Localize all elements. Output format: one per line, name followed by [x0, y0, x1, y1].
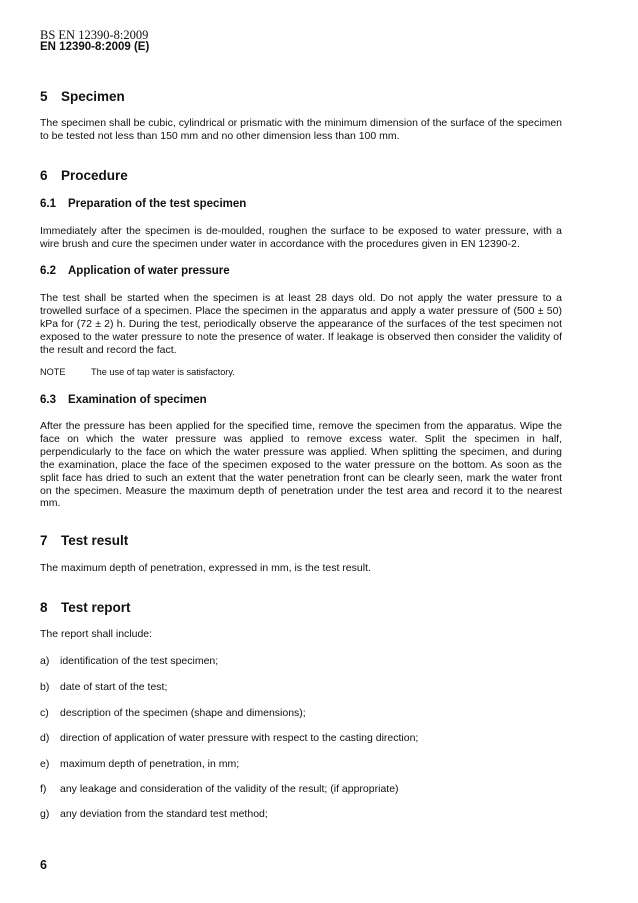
section-6-1-text: Immediately after the specimen is de-moulded, roughen the surface to be exposed to water pressure, with a wire brush and cure the specimen under water in accordance with the procedures given in EN 12390-2.	[40, 225, 562, 250]
list-item-text: direction of application of water pressure with respect to the casting direction;	[60, 732, 419, 744]
page-number: 6	[40, 858, 47, 872]
list-item-label: e)	[40, 758, 50, 770]
list-item	[40, 732, 418, 744]
section-5-text: The specimen shall be cubic, cylindrical or prismatic with the minimum dimension of the surface of the specimen to be tested not less than 150 mm and no other dimension less than 100 mm.	[40, 117, 562, 142]
section-6-1-heading	[40, 198, 246, 210]
list-item	[40, 808, 268, 820]
section-8-heading	[40, 600, 131, 615]
list-item	[40, 681, 167, 693]
list-item-label: b)	[40, 681, 50, 693]
section-6-3-heading	[40, 394, 207, 406]
note-label: NOTE	[40, 367, 66, 377]
list-item-text: any leakage and consideration of the validity of the result; (if appropriate)	[60, 783, 399, 795]
section-number: 7	[40, 533, 48, 548]
section-5-heading	[40, 89, 125, 104]
list-item	[40, 655, 218, 667]
section-title: Test result	[61, 533, 129, 548]
list-item	[40, 707, 306, 719]
section-number: 6.1	[40, 198, 56, 210]
section-title: Application of water pressure	[68, 265, 230, 277]
list-item	[40, 783, 399, 795]
section-title: Procedure	[61, 168, 128, 183]
list-item-text: identification of the test specimen;	[60, 655, 219, 667]
section-6-2-heading	[40, 265, 230, 277]
section-7-text: The maximum depth of penetration, expressed in mm, is the test result.	[40, 562, 371, 574]
section-title: Examination of specimen	[68, 394, 207, 406]
section-6-2-text: The test shall be started when the specimen is at least 28 days old. Do not apply the water pressure to a trowelled surface of a specimen. Place the specimen in the apparatus and apply a water pressure of (500 ± 50) kPa for (72 ± 2) h. During the test, periodically observe the appearance of the surfaces of the test specimen not exposed to the water pressure to note the presence of water. If leakage is observed then consider the validity of the result and record the fact.	[40, 292, 562, 356]
section-6-heading	[40, 168, 128, 183]
standard-designation-en: EN 12390-8:2009 (E)	[40, 41, 150, 53]
list-item-label: d)	[40, 732, 50, 744]
section-number: 6	[40, 168, 48, 183]
section-number: 6.3	[40, 394, 56, 406]
section-title: Specimen	[61, 89, 125, 104]
section-6-3-text: After the pressure has been applied for the specified time, remove the specimen from the apparatus. Wipe the face on which the water pressure was applied to remove excess water. Split the specimen in half, perpendicularly to the face on which the water pressure was applied. When splitting the specimen, and during the examination, place the face of the specimen exposed to the water pressure on the bottom. As soon as the split face has dried to such an extent that the water penetration front can be clearly seen, mark the water front on the specimen. Measure the maximum depth of penetration under the test area and record it to the nearest mm.	[40, 420, 562, 510]
note-text: The use of tap water is satisfactory.	[91, 367, 235, 377]
list-item-label: c)	[40, 707, 49, 719]
section-title: Preparation of the test specimen	[68, 198, 247, 210]
list-item-text: maximum depth of penetration, in mm;	[60, 758, 240, 770]
list-item	[40, 758, 239, 770]
section-title: Test report	[61, 600, 131, 615]
list-item-text: description of the specimen (shape and dimensions);	[60, 707, 306, 719]
section-8-intro: The report shall include:	[40, 628, 153, 640]
section-7-heading	[40, 533, 128, 548]
section-number: 6.2	[40, 265, 56, 277]
list-item-label: f)	[40, 783, 47, 795]
note	[40, 367, 235, 377]
section-number: 5	[40, 89, 48, 104]
standard-designation-bs: BS EN 12390-8:2009	[40, 28, 149, 42]
list-item-text: any deviation from the standard test method;	[60, 808, 268, 820]
section-number: 8	[40, 600, 48, 615]
list-item-label: a)	[40, 655, 50, 667]
list-item-label: g)	[40, 808, 50, 820]
list-item-text: date of start of the test;	[60, 681, 168, 693]
